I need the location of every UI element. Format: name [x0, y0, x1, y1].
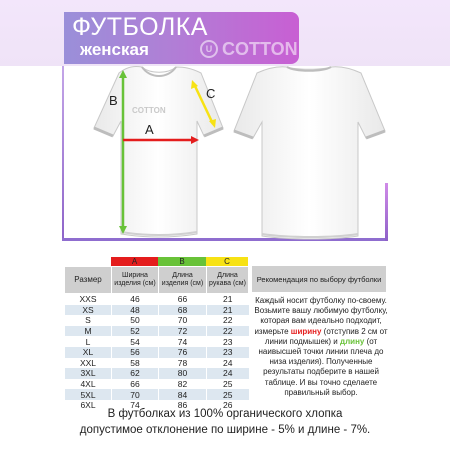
- size-cell: S: [65, 315, 112, 326]
- length-cell: 68: [159, 305, 207, 316]
- sleeve-cell: 26: [207, 400, 249, 411]
- length-cell: 86: [159, 400, 207, 411]
- page-subtitle: женская: [80, 40, 149, 59]
- header-length: Длина изделия (см): [159, 267, 207, 294]
- length-cell: 74: [159, 336, 207, 347]
- label-a: A: [145, 122, 154, 137]
- size-cell: 3XL: [65, 368, 112, 379]
- footer-line-2: допустимое отклонение по ширине - 5% и длине - 7%.: [79, 424, 371, 436]
- size-cell: M: [65, 326, 112, 337]
- brand-mark-icon: U: [200, 40, 218, 58]
- table-row: [65, 315, 249, 326]
- sleeve-cell: 21: [207, 305, 249, 316]
- col-b-color-strip: B: [158, 257, 206, 266]
- recommendation-title: [252, 266, 386, 292]
- sleeve-cell: 23: [207, 347, 249, 358]
- table-row: [65, 358, 249, 369]
- tshirt-print-logo: COTTON: [132, 106, 166, 115]
- page-title: ФУТБОЛКА: [72, 13, 208, 41]
- width-cell: 56: [112, 347, 159, 358]
- recommendation-text-part-1: Каждый носит футболку по-своему. Возьмите вашу любимую футболку, которая вам идеально подходит, измерьте: [254, 296, 388, 336]
- highlight-length: длину: [340, 336, 365, 346]
- size-cell: XXL: [65, 358, 112, 369]
- length-cell: 76: [159, 347, 207, 358]
- width-cell: 54: [112, 336, 159, 347]
- size-cell: 4XL: [65, 379, 112, 390]
- sleeve-cell: 24: [207, 368, 249, 379]
- table-row: [65, 347, 249, 358]
- sleeve-cell: 25: [207, 389, 249, 400]
- table-row: [65, 379, 249, 390]
- back-tshirt: [234, 67, 385, 239]
- length-cell: 78: [159, 358, 207, 369]
- length-cell: 82: [159, 379, 207, 390]
- length-cell: 66: [159, 294, 207, 305]
- recommendation-text-part-3: (от наивысшей точки линии плеча до низа изделия). Полученные результаты подберите в нашей таблице. И вы точно сделаете правильный выбор.: [258, 336, 384, 397]
- header-size: Размер: [65, 267, 112, 294]
- recommendation-text-part-2: (отступив 2 см от линии подмышек) и: [264, 326, 388, 346]
- sleeve-cell: 21: [207, 294, 249, 305]
- header-sleeve: Длина рукава (см): [207, 267, 249, 294]
- width-cell: 62: [112, 368, 159, 379]
- table-row: [65, 294, 249, 305]
- header-width: Ширина изделия (см): [112, 267, 159, 294]
- footer-line-1: В футболках из 100% органического хлопка: [107, 408, 343, 420]
- width-cell: 74: [112, 400, 159, 411]
- table-row: [65, 326, 249, 337]
- width-cell: 52: [112, 326, 159, 337]
- size-cell: 5XL: [65, 389, 112, 400]
- size-cell: L: [65, 336, 112, 347]
- width-cell: 70: [112, 389, 159, 400]
- label-b: B: [109, 93, 118, 108]
- brand-text: COTTON: [222, 38, 298, 59]
- size-cell: XS: [65, 305, 112, 316]
- table-row: [65, 305, 249, 316]
- sleeve-cell: 24: [207, 358, 249, 369]
- size-table-header: [65, 267, 249, 294]
- highlight-width: ширину: [290, 326, 322, 336]
- sleeve-cell: 22: [207, 326, 249, 337]
- table-row: [65, 389, 249, 400]
- length-cell: 72: [159, 326, 207, 337]
- recommendation-title-text: Рекомендация по выбору футболки: [256, 274, 382, 284]
- width-cell: 46: [112, 294, 159, 305]
- length-cell: 80: [159, 368, 207, 379]
- width-cell: 48: [112, 305, 159, 316]
- recommendation-text: [254, 296, 388, 398]
- width-cell: 50: [112, 315, 159, 326]
- width-cell: 58: [112, 358, 159, 369]
- length-cell: 84: [159, 389, 207, 400]
- length-cell: 70: [159, 315, 207, 326]
- label-c: C: [206, 86, 216, 101]
- size-cell: XXS: [65, 294, 112, 305]
- size-table: [64, 266, 249, 411]
- col-c-color-strip: C: [206, 257, 248, 266]
- sleeve-cell: 23: [207, 336, 249, 347]
- size-cell: 6XL: [65, 400, 112, 411]
- table-row: [65, 336, 249, 347]
- sleeve-cell: 22: [207, 315, 249, 326]
- table-row: [65, 368, 249, 379]
- size-cell: XL: [65, 347, 112, 358]
- sleeve-cell: 25: [207, 379, 249, 390]
- footer-note: [0, 406, 450, 438]
- col-a-color-strip: A: [111, 257, 158, 266]
- width-cell: 66: [112, 379, 159, 390]
